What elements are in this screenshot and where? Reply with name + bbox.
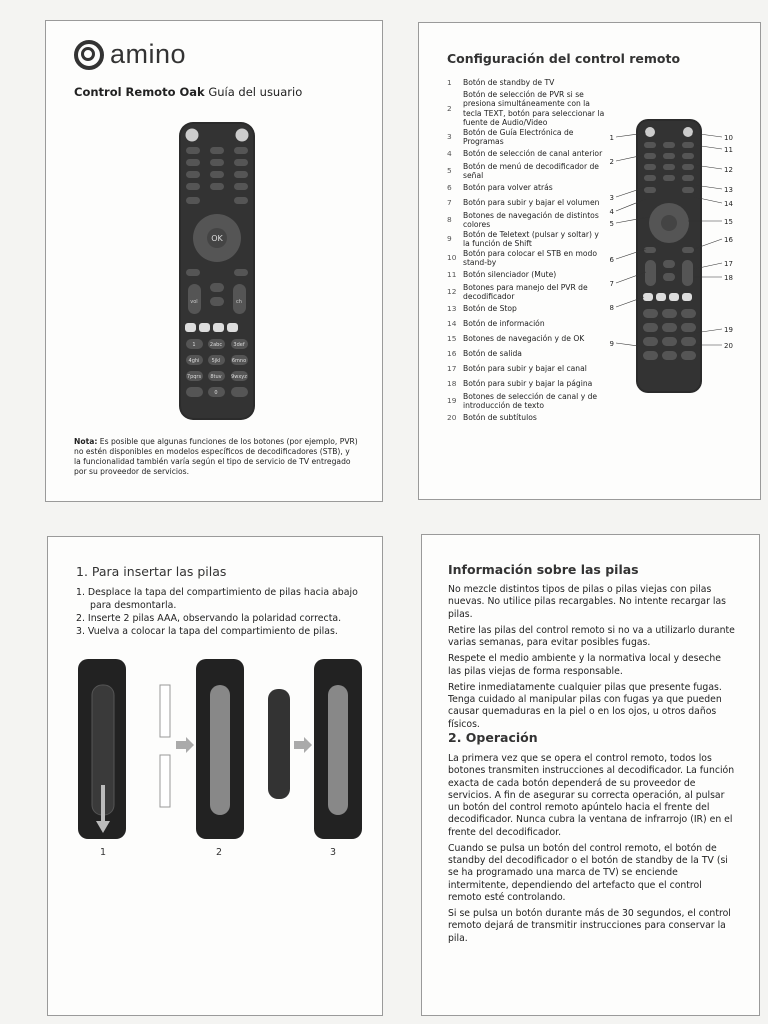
- info-paragraph-1: No mezcle distintos tipos de pilas o pilas viejas con pilas nuevas. No utilice pilas recargables. No intente recargar las pilas.: [448, 584, 727, 620]
- function-item: [447, 332, 607, 347]
- callout-3: 3: [609, 194, 614, 202]
- function-item: [447, 230, 607, 249]
- callout-18: 18: [724, 274, 733, 282]
- function-number: 7: [447, 198, 452, 208]
- function-number: 19: [447, 396, 457, 406]
- note-label: Nota:: [74, 437, 98, 446]
- ok-label: OK: [211, 234, 223, 243]
- function-text: Botón de Teletext (pulsar y soltar) y la función de Shift: [463, 229, 599, 248]
- function-item: [447, 196, 607, 211]
- operation-text: [448, 753, 736, 949]
- function-text: Botones de selección de canal y de introducción de texto: [463, 391, 598, 410]
- info-paragraph-2: Retire las pilas del control remoto si no va a utilizarlo durante varias semanas, para evitar posibles fugas.: [448, 624, 735, 649]
- callout-12: 12: [724, 166, 733, 174]
- function-text: Botón de salida: [463, 349, 522, 359]
- function-number: 5: [447, 166, 452, 176]
- op-paragraph-2: Cuando se pulsa un botón del control remoto, el botón de standby del decodificador o el botón de standby de la TV (si se ha programado una marca de TV) se enciende intermitente, dependiendo del artefacto que el control remoto esté controlando.: [448, 842, 728, 903]
- function-item: [447, 317, 607, 332]
- logo-text: amino: [110, 39, 187, 69]
- battery-icon: [160, 755, 170, 807]
- function-text: Botón para subir y bajar el canal: [463, 364, 587, 374]
- amino-logo: [74, 39, 186, 70]
- guide-title-bold: Control Remoto Oak: [74, 85, 205, 99]
- function-item: [447, 347, 607, 362]
- function-number: 15: [447, 334, 457, 344]
- operation-title: 2. Operación: [448, 730, 538, 745]
- function-number: 20: [447, 413, 457, 423]
- function-item: [447, 411, 607, 426]
- key-5: 5jkl: [211, 358, 221, 364]
- callout-19: 19: [724, 326, 733, 334]
- remote-illustration: [178, 121, 256, 421]
- function-text: Botones de navegación y de OK: [463, 334, 585, 344]
- guide-title-rest: Guía del usuario: [204, 85, 303, 99]
- key-7: 7pqrs: [186, 374, 202, 380]
- function-item: [447, 181, 607, 196]
- function-number: 6: [447, 183, 452, 193]
- info-paragraph-3: Respete el medio ambiente y la normativa local y deseche las pilas viejas de forma responsable.: [448, 653, 721, 677]
- step-3: 3. Vuelva a colocar la tapa del compartimiento de pilas.: [76, 626, 338, 638]
- function-item: [447, 90, 607, 127]
- function-item: [447, 249, 607, 268]
- key-6: 6mno: [231, 358, 247, 364]
- key-0: 0: [214, 390, 218, 396]
- info-paragraph-4: Retire inmediatamente cualquier pilas que presente fugas. Tenga cuidado al manipular pilas con fugas ya que pueden causar quemaduras en la piel o en los ojos, u otros daños físicos.: [448, 681, 722, 730]
- function-number: 9: [447, 234, 452, 244]
- configuration-title: Configuración del control remoto: [447, 51, 681, 66]
- function-text: Botón de selección de canal anterior: [463, 149, 603, 159]
- ch-label: ch: [236, 299, 242, 305]
- function-number: 11: [447, 270, 457, 280]
- remote-diagram: [594, 117, 754, 417]
- guide-title: [74, 85, 302, 99]
- function-text: Botón de selección de PVR si se presiona simultáneamente con la tecla TEXT, botón para seleccionar la fuente de Audio/Video: [463, 90, 605, 127]
- op-paragraph-1: La primera vez que se opera el control remoto, todos los botones transmiten instrucciones al decodificador. La función exacta de cada botón dependerá de su proveedor de servicios. A fin de asegurar su correcta operación, al pulsar un botón del control remoto apúntelo hacia el frente del decodificador. Nunca cubra la ventana de infrarrojo (IR) en el frente del decodificador.: [448, 753, 735, 838]
- function-text: Botón para volver atrás: [463, 183, 553, 193]
- function-number: 8: [447, 215, 452, 225]
- step-1: 1. Desplace la tapa del compartimiento de pilas hacia abajo para desmontarla.: [76, 587, 358, 612]
- configuration-panel: [418, 22, 761, 500]
- function-number: 12: [447, 287, 457, 297]
- battery-info-panel: [421, 534, 760, 1016]
- function-item: [447, 392, 607, 411]
- function-item: [447, 211, 607, 230]
- function-number: 1: [447, 77, 452, 87]
- callout-14: 14: [724, 200, 733, 208]
- function-item: [447, 75, 607, 90]
- callout-13: 13: [724, 186, 733, 194]
- battery-cover: [268, 689, 290, 799]
- function-text: Botón de Stop: [463, 304, 517, 314]
- key-8: 8tuv: [210, 374, 222, 380]
- function-item: [447, 162, 607, 181]
- callout-8: 8: [609, 304, 614, 312]
- callout-9: 9: [609, 340, 614, 348]
- callout-7: 7: [609, 280, 614, 288]
- battery-insert-panel: [47, 536, 383, 1016]
- callout-16: 16: [724, 236, 733, 244]
- function-text: Botones para manejo del PVR de decodificador: [463, 282, 588, 301]
- function-item: [447, 147, 607, 162]
- stb-standby-button: [236, 129, 249, 142]
- tv-standby-button: [186, 129, 199, 142]
- battery-icon: [160, 685, 170, 737]
- function-text: Botón para subir y bajar el volumen: [463, 198, 600, 208]
- key-3: 3def: [233, 342, 245, 348]
- vol-label: vol: [190, 299, 198, 305]
- caption-2: 2: [216, 847, 223, 858]
- function-number: 18: [447, 379, 457, 389]
- arrow-right-icon: [294, 737, 312, 753]
- function-number: 17: [447, 364, 457, 374]
- op-paragraph-3: Si se pulsa un botón durante más de 30 segundos, el control remoto dejará de transmitir instrucciones para conservar la pila.: [448, 908, 731, 944]
- key-1: 1: [192, 342, 196, 348]
- function-item: [447, 302, 607, 317]
- key-2: 2abc: [209, 342, 223, 348]
- function-item: [447, 268, 607, 283]
- key-9: 9wxyz: [231, 374, 247, 380]
- callout-15: 15: [724, 218, 733, 226]
- function-list: [447, 75, 607, 426]
- function-text: Botón para subir y bajar la página: [463, 379, 593, 389]
- function-number: 10: [447, 253, 457, 263]
- callout-10: 10: [724, 134, 733, 142]
- arrow-right-icon: [176, 737, 194, 753]
- callout-5: 5: [609, 220, 614, 228]
- callout-20: 20: [724, 342, 733, 350]
- function-text: Botón de standby de TV: [463, 77, 555, 87]
- function-item: [447, 362, 607, 377]
- note-body: Es posible que algunas funciones de los botones (por ejemplo, PVR) no estén disponibles en modelos específicos de decodificadores (STB), y la funcionalidad también varía según el tipo de servicio de TV entregado por su proveedor de servicios.: [74, 437, 358, 477]
- battery-steps: [76, 586, 371, 639]
- callout-17: 17: [724, 260, 733, 268]
- function-number: 2: [447, 103, 452, 113]
- function-text: Botón de menú de decodificador de señal: [463, 161, 599, 180]
- step-2: 2. Inserte 2 pilas AAA, observando la polaridad correcta.: [76, 613, 342, 625]
- function-number: 3: [447, 132, 452, 142]
- battery-insert-title: 1. Para insertar las pilas: [76, 564, 227, 579]
- note-text: [74, 437, 358, 477]
- amino-logo-icon: [74, 40, 104, 70]
- function-text: Botones de navegación de distintos colores: [463, 210, 599, 229]
- callout-11: 11: [724, 146, 733, 154]
- callout-2: 2: [609, 158, 614, 166]
- function-item: [447, 283, 607, 302]
- battery-illustration: [68, 655, 368, 845]
- function-number: 13: [447, 304, 457, 314]
- function-number: 14: [447, 319, 457, 329]
- caption-3: 3: [330, 847, 337, 858]
- battery-info-title: Información sobre las pilas: [448, 562, 639, 577]
- function-text: Botón de información: [463, 319, 545, 329]
- callout-6: 6: [609, 256, 614, 264]
- function-number: 4: [447, 149, 452, 159]
- function-number: 16: [447, 349, 457, 359]
- function-text: Botón silenciador (Mute): [463, 270, 557, 280]
- function-item: [447, 128, 607, 147]
- caption-1: 1: [100, 847, 107, 858]
- cover-panel: [45, 20, 383, 502]
- key-4: 4ghi: [188, 358, 200, 364]
- battery-info-text: [448, 584, 736, 735]
- function-text: Botón de Guía Electrónica de Programas: [463, 127, 574, 146]
- callout-1: 1: [609, 134, 614, 142]
- function-text: Botón de subtítulos: [463, 413, 537, 423]
- callout-4: 4: [609, 208, 614, 216]
- function-item: [447, 377, 607, 392]
- function-text: Botón para colocar el STB en modo stand-by: [463, 248, 597, 267]
